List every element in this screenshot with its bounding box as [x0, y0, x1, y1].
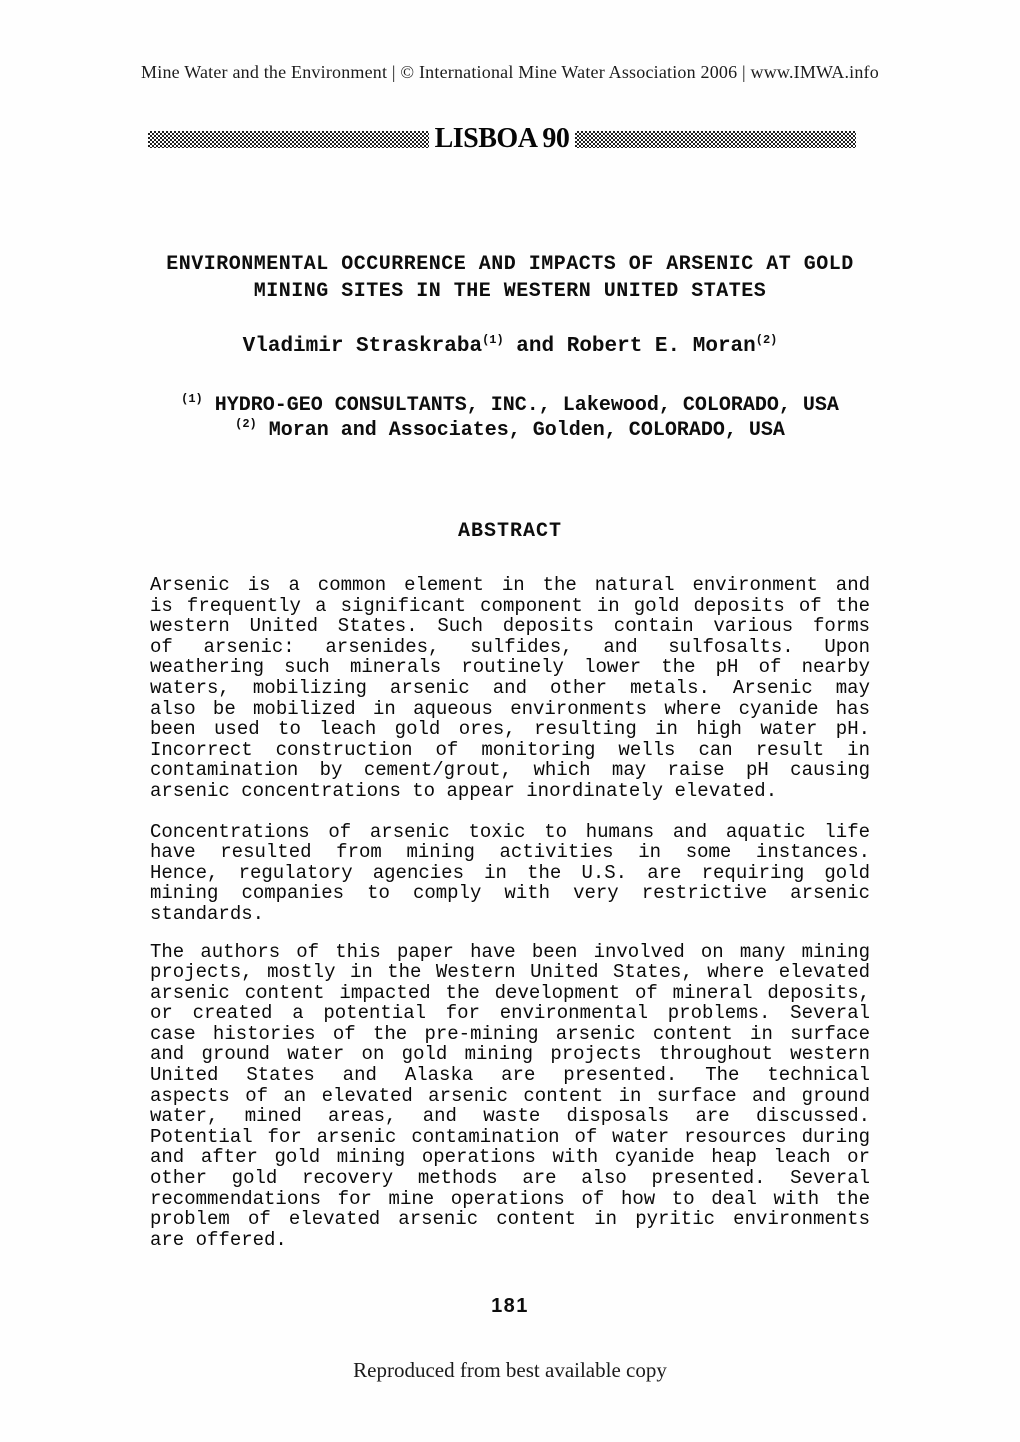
text-line: been used to leach gold ores, resulting in high water pH.: [150, 718, 870, 741]
paper-title-line-2: MINING SITES IN THE WESTERN UNITED STATES: [253, 280, 767, 303]
paper-title: [150, 251, 870, 305]
text-line: Arsenic is a common element in the natural environment and: [150, 574, 870, 596]
affiliation-2-superscript: (2): [235, 417, 257, 431]
abstract-paragraph-2: [150, 822, 870, 925]
text-line: standards.: [150, 902, 265, 925]
author-2-superscript: (2): [755, 333, 778, 347]
authors-connector: and: [503, 335, 567, 358]
text-line: water, mined areas, and waste disposals are discussed.: [150, 1105, 870, 1128]
text-line: or created a potential for environmental problems. Several: [150, 1002, 870, 1025]
paper-title-line-1: ENVIRONMENTAL OCCURRENCE AND IMPACTS OF ARSENIC AT GOLD: [166, 253, 854, 276]
page-number: 181: [491, 1295, 529, 1318]
author-1-superscript: (1): [482, 333, 504, 347]
text-line: problem of elevated arsenic content in pyritic environments: [150, 1208, 870, 1231]
reproduction-note: Reproduced from best available copy: [353, 1358, 667, 1383]
halftone-bar-left: [148, 131, 429, 148]
text-line: other gold recovery methods are also presented. Several: [150, 1167, 870, 1190]
journal-credit-line: Mine Water and the Environment | © International Mine Water Association 2006 | www.IMWA.info: [141, 62, 879, 82]
text-line: Incorrect construction of monitoring wells can result in: [150, 738, 870, 761]
affiliation-line-2: [150, 419, 870, 444]
authors-line: [150, 335, 870, 358]
banner-title: LISBOA 90: [434, 123, 570, 154]
text-line: aspects of an elevated arsenic content in surface and ground: [150, 1084, 870, 1107]
text-line: Potential for arsenic contamination of water resources during: [150, 1125, 870, 1148]
lisboa-banner: [148, 125, 856, 153]
text-line: and ground water on gold mining projects throughout western: [150, 1043, 870, 1066]
text-line: weathering such minerals routinely lower the pH of nearby: [150, 656, 870, 679]
author-name-2: Robert E. Moran: [566, 335, 756, 358]
text-line: waters, mobilizing arsenic and other metals. Arsenic may: [150, 676, 870, 699]
affiliations-block: [150, 394, 870, 444]
text-line: The authors of this paper have been involved on many mining: [150, 940, 870, 963]
abstract-heading: ABSTRACT: [457, 520, 562, 543]
text-line: United States and Alaska are presented. The technical: [150, 1064, 870, 1087]
text-line: projects, mostly in the Western United States, where elevated: [150, 961, 870, 984]
text-line: western United States. Such deposits contain various forms: [150, 615, 870, 638]
affiliation-2-text: Moran and Associates, Golden, COLORADO, USA: [256, 419, 785, 442]
text-line: Hence, regulatory agencies in the U.S. are requiring gold: [150, 861, 870, 884]
text-line: Concentrations of arsenic toxic to humans and aquatic life: [150, 820, 870, 843]
text-line: arsenic content impacted the development of mineral deposits,: [150, 981, 870, 1004]
author-name-1: Vladimir Straskraba: [242, 335, 483, 358]
halftone-bar-right: [575, 131, 856, 148]
abstract-paragraph-1: [150, 575, 870, 802]
text-line: have resulted from mining activities in some instances.: [150, 841, 870, 864]
text-line: recommendations for mine operations of how to deal with the: [150, 1187, 870, 1210]
text-line: also be mobilized in aqueous environments where cyanide has: [150, 697, 870, 720]
abstract-paragraph-3: [150, 942, 870, 1251]
text-line: mining companies to comply with very restrictive arsenic: [150, 882, 870, 905]
text-line: is frequently a significant component in gold deposits of the: [150, 594, 870, 617]
text-line: and after gold mining operations with cyanide heap leach or: [150, 1146, 870, 1169]
text-line: of arsenic: arsenides, sulfides, and sulfosalts. Upon: [150, 635, 870, 658]
affiliation-1-superscript: (1): [181, 392, 203, 406]
text-line: are offered.: [150, 1228, 287, 1251]
text-line: contamination by cement/grout, which may raise pH causing: [150, 759, 870, 782]
text-line: case histories of the pre-mining arsenic content in surface: [150, 1022, 870, 1045]
affiliation-line-1: [150, 394, 870, 419]
text-line: arsenic concentrations to appear inordinately elevated.: [150, 779, 778, 802]
affiliation-1-text: HYDRO-GEO CONSULTANTS, INC., Lakewood, COLORADO, USA: [202, 394, 839, 417]
